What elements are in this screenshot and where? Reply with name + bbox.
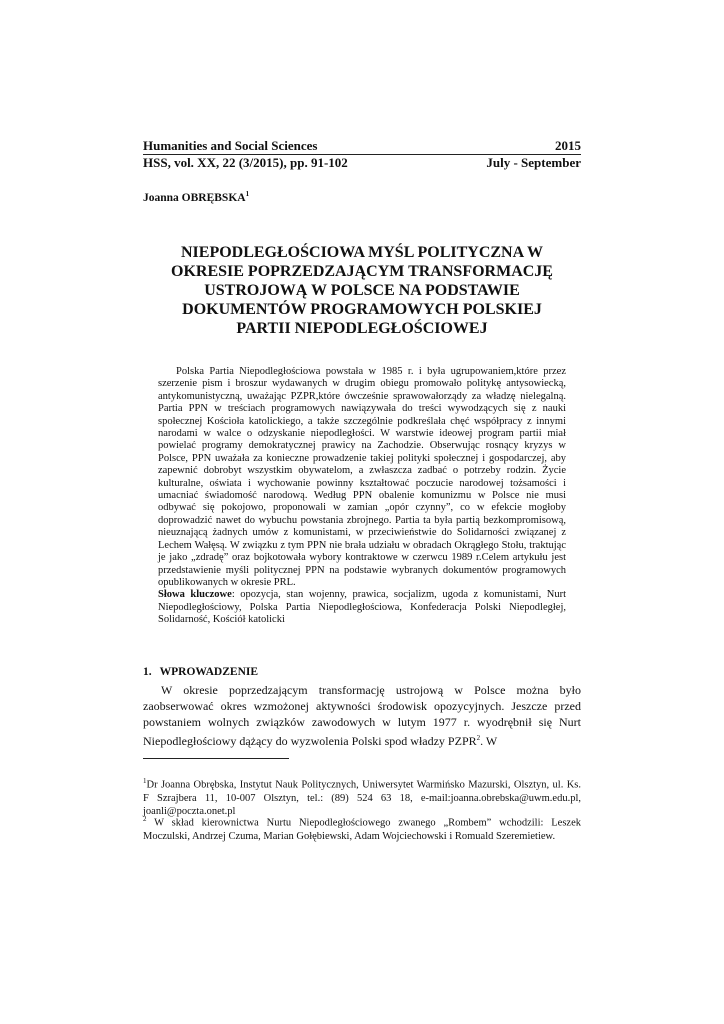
footnote-mark: 1 <box>143 777 147 785</box>
journal-header-line-1 <box>143 138 581 155</box>
footnote-mark: 2 <box>143 815 147 823</box>
article-title <box>143 243 581 338</box>
body-paragraph <box>143 682 581 749</box>
title-line: DOKUMENTÓW PROGRAMOWYCH POLSKIEJ <box>182 301 542 318</box>
section-body <box>143 682 581 749</box>
section-number: 1. <box>143 666 152 678</box>
abstract <box>158 366 566 627</box>
abstract-text: Polska Partia Niepodległościowa powstała w 1985 r. i była ugrupowaniem,które przez szerzenie pism i broszur wydawanych w drugim obiegu promowało politykę antysowiecką, antykomunistyczną, uważając PZPR,które ówcześnie sprawowałorządy za władzę nielegalną. Partia PPN w treściach programowych nawiązywała do treści wywodzących się z nauki społecznej Kościoła katolickiego, a także szczególnie podkreślała chęć współpracy z innymi narodami w walce o odzyskanie niepodległości. W warstwie ideowej program partii miał powielać programy demokratycznej prawicy na Zachodzie. Obserwując rosnący kryzys w Polsce, PPN uważała za konieczne prowadzenie takiej polityki społecznej i gospodarczej, aby zapewnić dobrobyt wszystkim obywatelom, a zwłaszcza zadbać o potrzeby rodzin. Życie kulturalne, oświata i wychowanie powinny kształtować poczucie narodowej tożsamości i umacniać świadomość narodową. Według PPN obalenie komunizmu w Polsce nie musi odbywać się pokojowo, proponowali w zamian „opór czynny”, co w efekcie mogłoby doprowadzić nawet do wybuchu powstania zbrojnego. Partia ta była partią bezkompromisową, nieuznającą żadnych umów z komunistami, w przeciwieństwie do Solidarności związanej z Lechem Wałęsą. W związku z tym PPN nie brała udziału w obradach Okrągłego Stołu, traktując je jako „zdradę” oraz bojkotowała wybory kontraktowe w czerwcu 1989 r.Celem artykułu jest przedstawienie myśli politycznej PPN na podstawie wybranych dokumentów programowych opublikowanych w okresie PRL. <box>158 366 566 588</box>
footnote-ref: 2 <box>476 734 481 742</box>
journal-year: 2015 <box>555 138 581 153</box>
body-text: W okresie poprzedzającym transformację ustrojową w Polsce można było zaobserwować okres wzmożonej aktywności środowisk opozycyjnych. Jeszcze przed powstaniem wolnych związków zawodowych w lutym 1977 r. wyodrębnił się Nurt Niepodległościowy dążący do wyzwolenia Polski spod władzy PZPR <box>143 683 581 748</box>
keywords-list: : opozycja, stan wojenny, prawica, socjalizm, ugoda z komunistami, Nurt Niepodległościowy, Polska Partia Niepodległościowa, Konfederacja Polski Niepodległej, Solidarność, Kościół katolicki <box>158 589 567 626</box>
footnote-2 <box>143 813 581 843</box>
title-line: USTROJOWĄ W POLSCE NA PODSTAWIE <box>204 282 520 299</box>
keywords <box>158 589 566 626</box>
author-name: Joanna OBRĘBSKA <box>143 191 246 204</box>
title-line: PARTII NIEPODLEGŁOŚCIOWEJ <box>236 320 488 337</box>
author-footnote-mark: 1 <box>245 190 250 198</box>
body-text-tail: . W <box>480 734 498 748</box>
journal-name: Humanities and Social Sciences <box>143 138 318 153</box>
footnote-1 <box>143 775 581 818</box>
section-heading <box>143 666 266 678</box>
title-line: NIEPODLEGŁOŚCIOWA MYŚL POLITYCZNA W <box>180 244 543 261</box>
author <box>143 190 249 204</box>
keywords-label: Słowa kluczowe <box>158 589 232 601</box>
footnote-separator <box>143 758 289 759</box>
issue-period: July - September <box>486 155 581 170</box>
footnote-text: Dr Joanna Obrębska, Instytut Nauk Politycznych, Uniwersytet Warmińsko Mazurski, Olsztyn, ul. Ks. F Szrajbera 11, 10-007 Olsztyn, tel.: (89) 524 63 18, e-mail:joanna.obrebska@uwm.edu.pl, joanli@poczta.onet.pl <box>143 779 581 817</box>
footnote-text: W skład kierownictwa Nurtu Niepodległościowego zwanego „Rombem” wchodzili: Leszek Moczulski, Andrzej Czuma, Marian Gołębiewski, Adam Wojciechowski i Romuald Szeremietiew. <box>143 817 581 842</box>
journal-header-line-2 <box>143 155 581 171</box>
title-line: OKRESIE POPRZEDZAJĄCYM TRANSFORMACJĘ <box>171 263 553 280</box>
citation: HSS, vol. XX, 22 (3/2015), pp. 91-102 <box>143 155 348 170</box>
section-title: WPROWADZENIE <box>159 666 259 678</box>
